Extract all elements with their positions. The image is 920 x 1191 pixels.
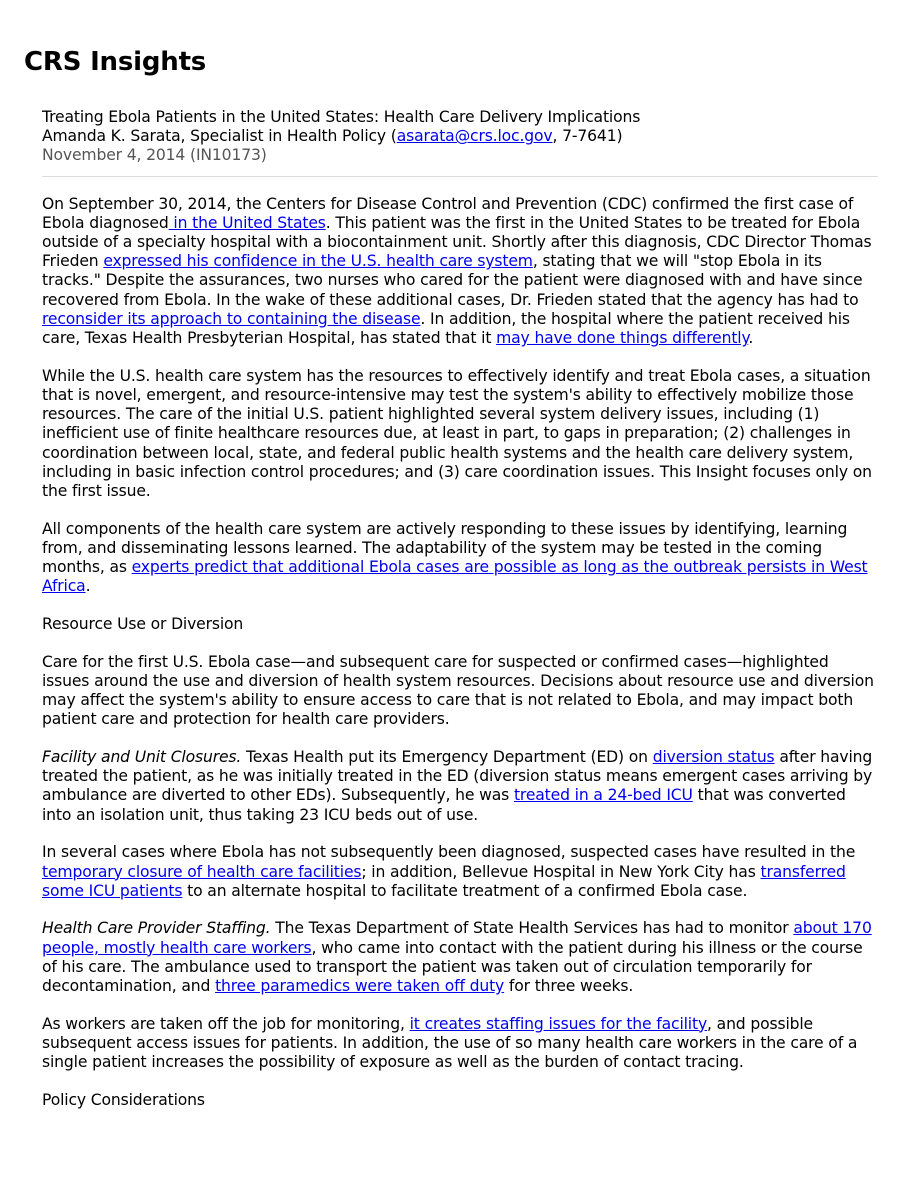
paragraph-text: In several cases where Ebola has not subsequently been diagnosed, suspected cases have resulted in the: [42, 843, 856, 862]
paragraph-text: .: [748, 329, 754, 348]
paragraph-text: Texas Health put its Emergency Department (ED) on: [241, 747, 653, 766]
article-body: [42, 195, 878, 1110]
paragraph: [42, 615, 878, 634]
paragraph: [42, 653, 878, 730]
paragraph-text: for three weeks.: [504, 977, 634, 996]
paragraph-text: . This patient was the first in the United States to be treated for Ebola outside of a specialty hospital with a biocontainment unit. Shortly after this diagnosis, CDC Director Thomas Frieden: [42, 213, 872, 271]
author-line: [42, 127, 878, 146]
paragraph-text: that was converted into an isolation unit, thus taking 23 ICU beds out of use.: [42, 786, 846, 824]
inline-link[interactable]: expressed his confidence in the U.S. health care system: [103, 252, 533, 271]
paragraph-text: All components of the health care system are actively responding to these issues by identifying, learning from, and disseminating lessons learned. The adaptability of the system may be tested in the coming months, as: [42, 519, 848, 577]
paragraph-text: ; in addition, Bellevue Hospital in New York City has: [361, 862, 761, 881]
inline-link[interactable]: in the United States: [168, 213, 326, 232]
section-lead: Health Care Provider Staffing.: [42, 919, 271, 938]
inline-link[interactable]: diversion status: [652, 747, 775, 766]
inline-link[interactable]: experts predict that additional Ebola cases are possible as long as the outbreak persists in West Africa: [42, 558, 868, 596]
inline-link[interactable]: about 170 people, mostly health care workers: [42, 919, 872, 957]
paragraph: [42, 748, 878, 825]
paragraph: [42, 367, 878, 501]
divider: [42, 176, 878, 177]
site-title: CRS Insights: [24, 47, 207, 77]
inline-link[interactable]: three paramedics were taken off duty: [215, 977, 505, 996]
paragraph: [42, 919, 878, 996]
paragraph-text: , stating that we will "stop Ebola in its tracks." Despite the assurances, two nurses who cared for the patient were diagnosed with and have since recovered from Ebola. In the wake of these additional cases, Dr. Frieden stated that the agency has had to: [42, 252, 863, 309]
inline-link[interactable]: transferred some ICU patients: [42, 862, 846, 900]
paragraph-text: to an alternate hospital to facilitate treatment of a confirmed Ebola case.: [182, 881, 748, 900]
paragraph-text: The Texas Department of State Health Services has had to monitor: [270, 919, 794, 938]
paragraph-text: As workers are taken off the job for monitoring,: [42, 1014, 410, 1033]
paragraph-text: after having treated the patient, as he was initially treated in the ED (diversion status means emergent cases arriving by ambulance are diverted to other EDs). Subsequently, he was: [42, 747, 873, 805]
paragraph-text: , who came into contact with the patient during his illness or the course of his care. The ambulance used to transport the patient was taken out of circulation temporarily for decontamination, and: [42, 938, 863, 996]
inline-link[interactable]: it creates staffing issues for the facility: [409, 1014, 708, 1033]
inline-link[interactable]: temporary closure of health care facilities: [42, 862, 362, 881]
article: [42, 108, 878, 1129]
publication-date: November 4, 2014 (IN10173): [42, 146, 267, 165]
article-title: Treating Ebola Patients in the United States: Health Care Delivery Implications: [42, 108, 641, 126]
paragraph: [42, 195, 878, 349]
paragraph-text: Resource Use or Diversion: [42, 614, 244, 633]
author-phone: , 7-7641): [552, 127, 623, 146]
paragraph: [42, 520, 878, 597]
paragraph-text: .: [85, 577, 91, 596]
paragraph-text: . In addition, the hospital where the patient received his care, Texas Health Presbyterian Hospital, has stated that it: [42, 309, 850, 348]
paragraph-text: While the U.S. health care system has the resources to effectively identify and treat Ebola cases, a situation that is novel, emergent, and resource-intensive may test the system's ability to effectively mobilize those resources. The care of the initial U.S. patient highlighted several system delivery issues, including (1) inefficient use of finite healthcare resources due, at least in part, to gaps in preparation; (2) challenges in coordination between local, state, and federal public health systems and the health care delivery system, including in basic infection control procedures; and (3) care coordination issues. This Insight focuses only on the first issue.: [42, 366, 872, 500]
inline-link[interactable]: may have done things differently: [496, 329, 749, 348]
paragraph: [42, 1091, 878, 1110]
section-lead: Facility and Unit Closures.: [42, 747, 242, 766]
inline-link[interactable]: treated in a 24-bed ICU: [513, 786, 693, 805]
paragraph: [42, 1015, 878, 1073]
paragraph-text: Care for the first U.S. Ebola case—and subsequent care for suspected or confirmed cases—highlighted issues around the use and diversion of health system resources. Decisions about resource use and diversion may affect the system's ability to ensure access to care that is not related to Ebola, and may impact both patient care and protection for health care providers.: [42, 652, 874, 729]
author-name: Amanda K. Sarata, Specialist in Health Policy (: [42, 127, 397, 146]
paragraph-text: , and possible subsequent access issues for patients. In addition, the use of so many health care workers in the care of a single patient increases the possibility of exposure as well as the burden of contact tracing.: [42, 1014, 858, 1072]
author-email-link[interactable]: asarata@crs.loc.gov: [396, 127, 553, 146]
paragraph: [42, 843, 878, 901]
paragraph-text: Policy Considerations: [42, 1090, 205, 1109]
inline-link[interactable]: reconsider its approach to containing the disease: [42, 309, 421, 328]
paragraph-text: On September 30, 2014, the Centers for Disease Control and Prevention (CDC) confirmed the first case of Ebola diagnosed: [42, 194, 854, 232]
